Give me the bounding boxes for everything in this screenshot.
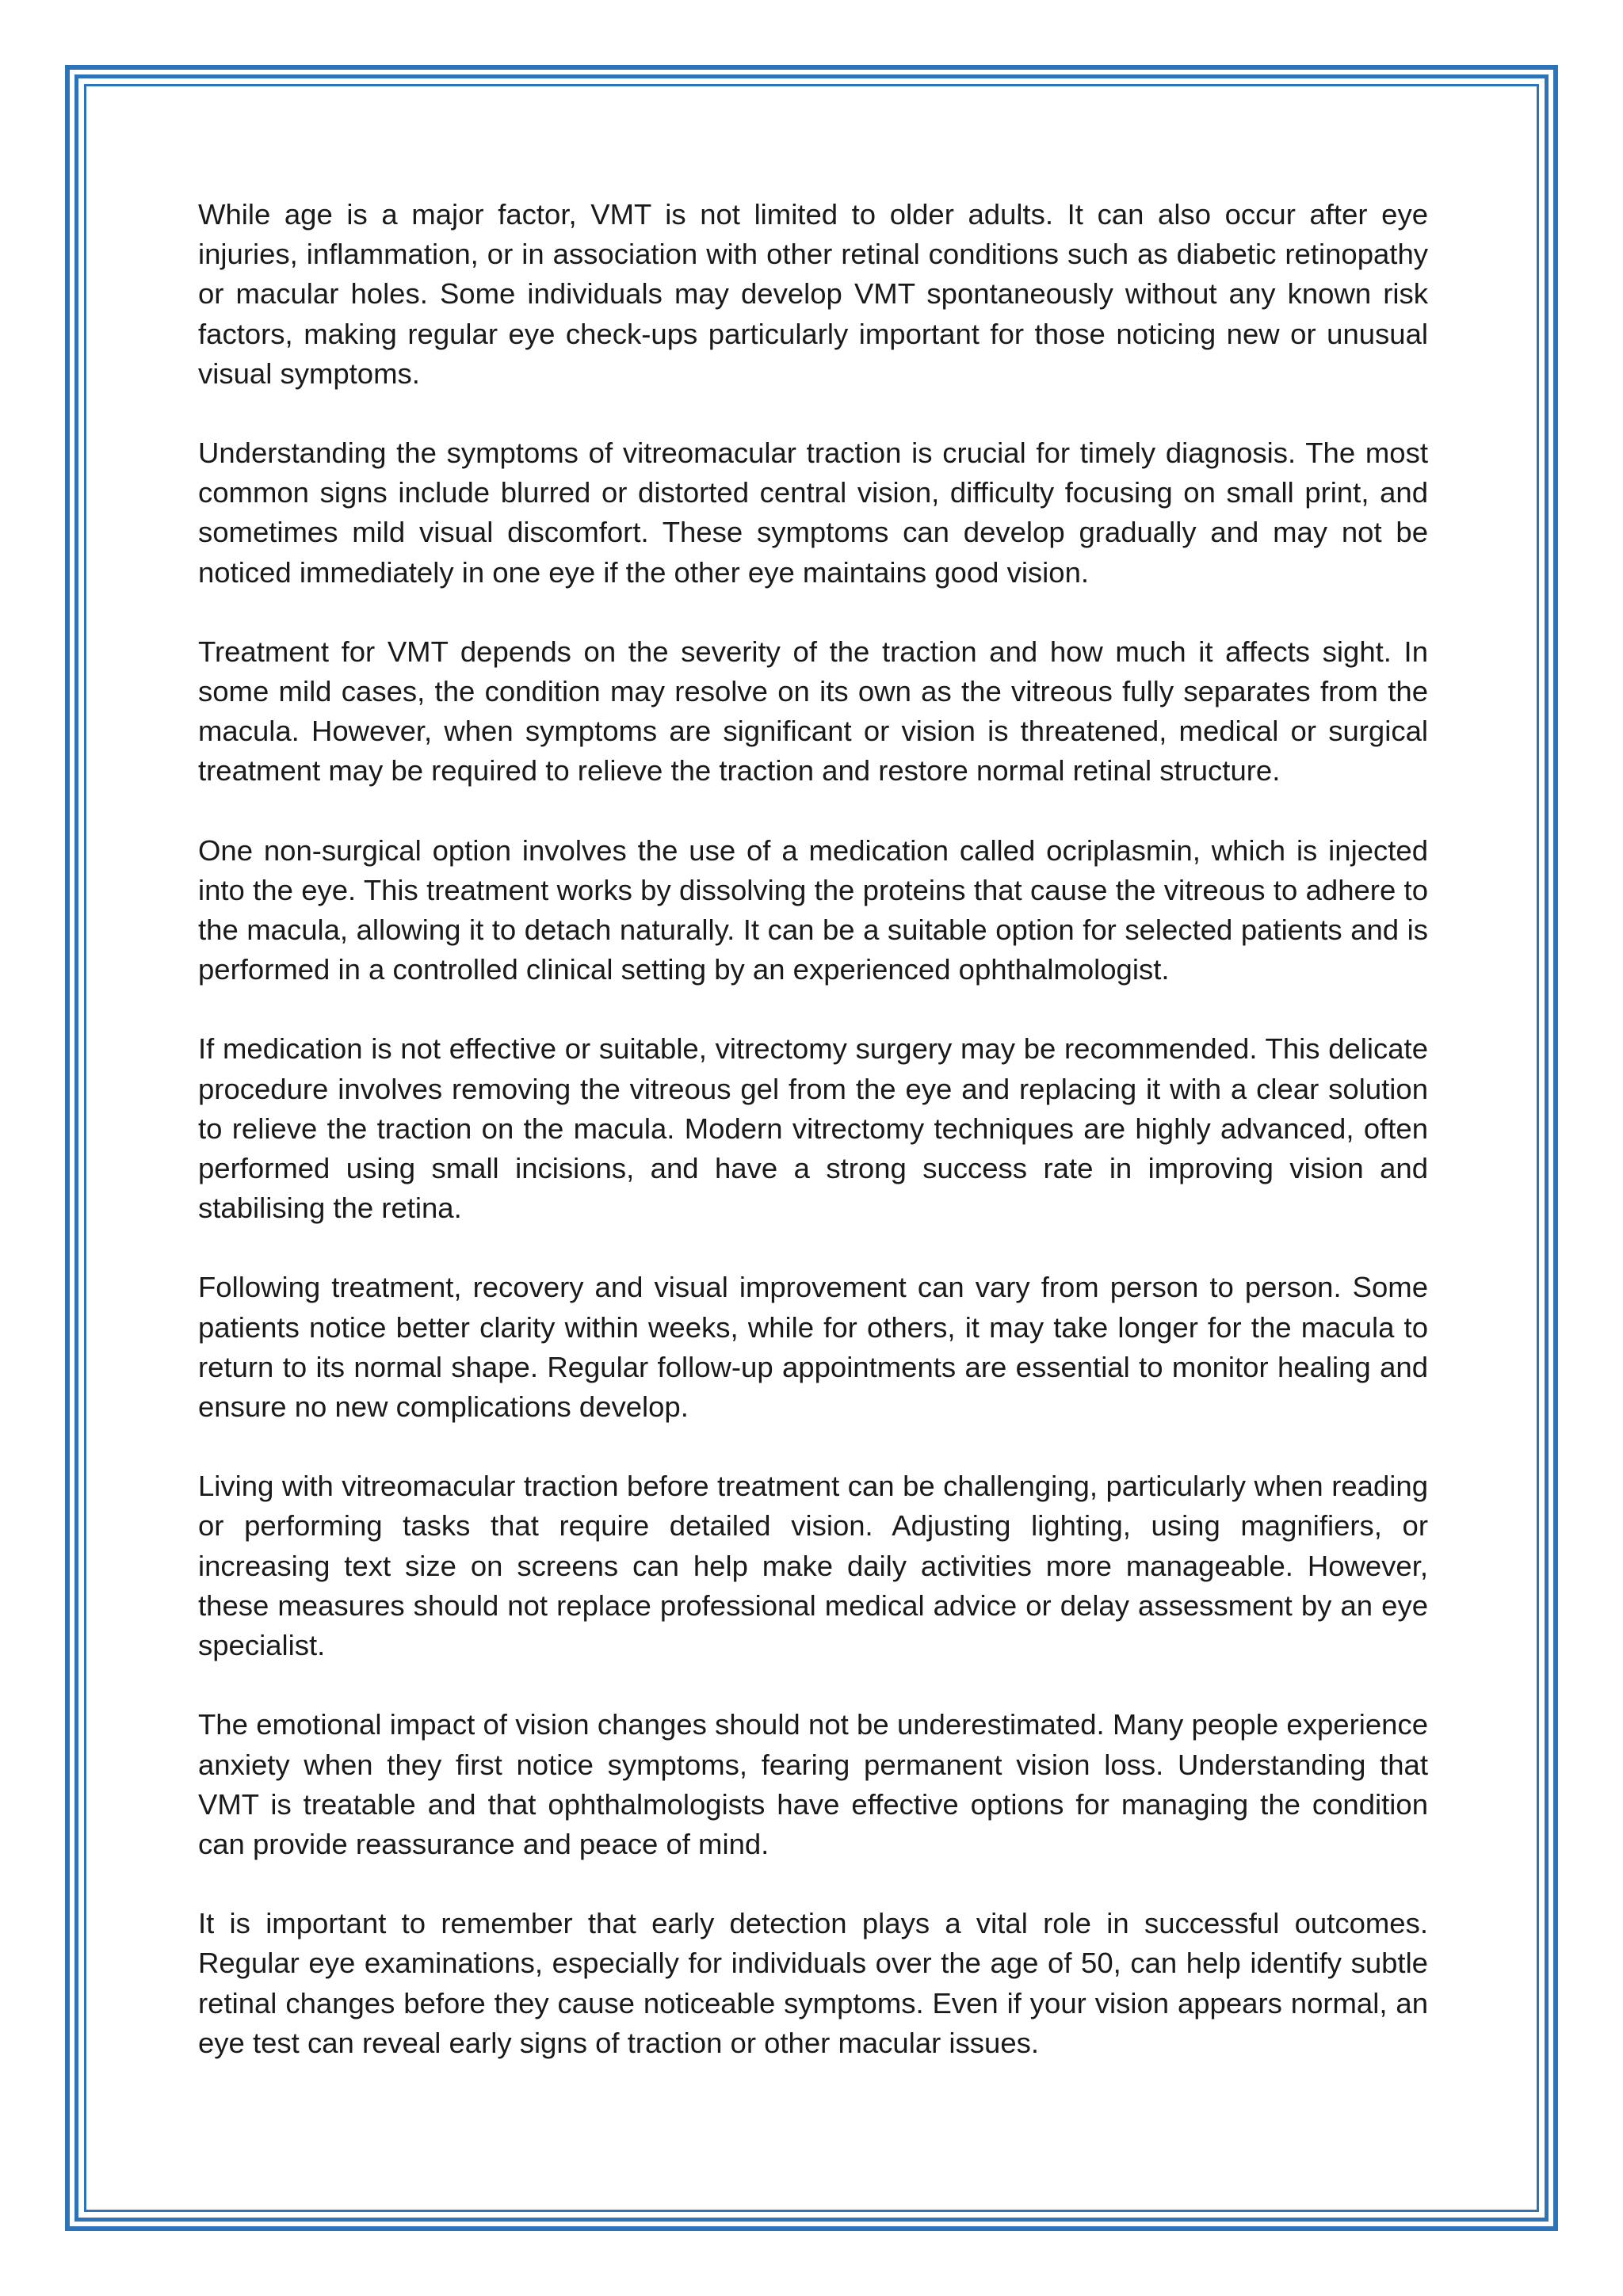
paragraph-vitrectomy: If medication is not effective or suitable, vitrectomy surgery may be recommended. This delicate procedure involves removing the vitreous gel from the eye and replacing it with a clear solution to relieve the traction on the macula. Modern vitrectomy techniques are highly advanced, often performed using small incisions, and have a strong success rate in improving vision and stabilising the retina. — [198, 1032, 1428, 1225]
paragraph-recovery: Following treatment, recovery and visual improvement can vary from person to person. Some patients notice better clarity within weeks, while for others, it may take longer for the macula to return to its normal shape. Regular follow-up appointments are essential to monitor healing and ensure no new complications develop. — [198, 1271, 1428, 1424]
paragraph-living-with-vmt: Living with vitreomacular traction before treatment can be challenging, particularly when reading or performing tasks that require detailed vision. Adjusting lighting, using magnifiers, or increasing text size on screens can help make daily activities more manageable. However, these measures should not replace professional medical advice or delay assessment by an eye specialist. — [198, 1470, 1428, 1662]
paragraph-age-factors: While age is a major factor, VMT is not limited to older adults. It can also occur after eye injuries, inflammation, or in association with other retinal conditions such as diabetic retinopathy or macular holes. Some individuals may develop VMT spontaneously without any known risk factors, making regular eye check-ups particularly important for those noticing new or unusual visual symptoms. — [198, 198, 1428, 390]
paragraph-treatment-overview: Treatment for VMT depends on the severity of the traction and how much it affects sight. In some mild cases, the condition may resolve on its own as the vitreous fully separates from the macula. However, when symptoms are significant or vision is threatened, medical or surgical treatment may be required to relieve the traction and restore normal retinal structure. — [198, 635, 1428, 788]
paragraph-symptoms: Understanding the symptoms of vitreomacular traction is crucial for timely diagnosis. The most common signs include blurred or distorted central vision, difficulty focusing on small print, and sometimes mild visual discomfort. These symptoms can develop gradually and may not be noticed immediately in one eye if the other eye maintains good vision. — [198, 437, 1428, 589]
document-body — [198, 195, 1428, 2103]
paragraph-emotional-impact: The emotional impact of vision changes should not be underestimated. Many people experience anxiety when they first notice symptoms, fearing permanent vision loss. Understanding that VMT is treatable and that ophthalmologists have effective options for managing the condition can provide reassurance and peace of mind. — [198, 1708, 1428, 1860]
paragraph-early-detection: It is important to remember that early detection plays a vital role in successful outcomes. Regular eye examinations, especially for individuals over the age of 50, can help identify subtle retinal changes before they cause noticeable symptoms. Even if your vision appears normal, an eye test can reveal early signs of traction or other macular issues. — [198, 1907, 1428, 2059]
paragraph-ocriplasmin: One non-surgical option involves the use of a medication called ocriplasmin, which is injected into the eye. This treatment works by dissolving the proteins that cause the vitreous to adhere to the macula, allowing it to detach naturally. It can be a suitable option for selected patients and is performed in a controlled clinical setting by an experienced ophthalmologist. — [198, 833, 1428, 986]
